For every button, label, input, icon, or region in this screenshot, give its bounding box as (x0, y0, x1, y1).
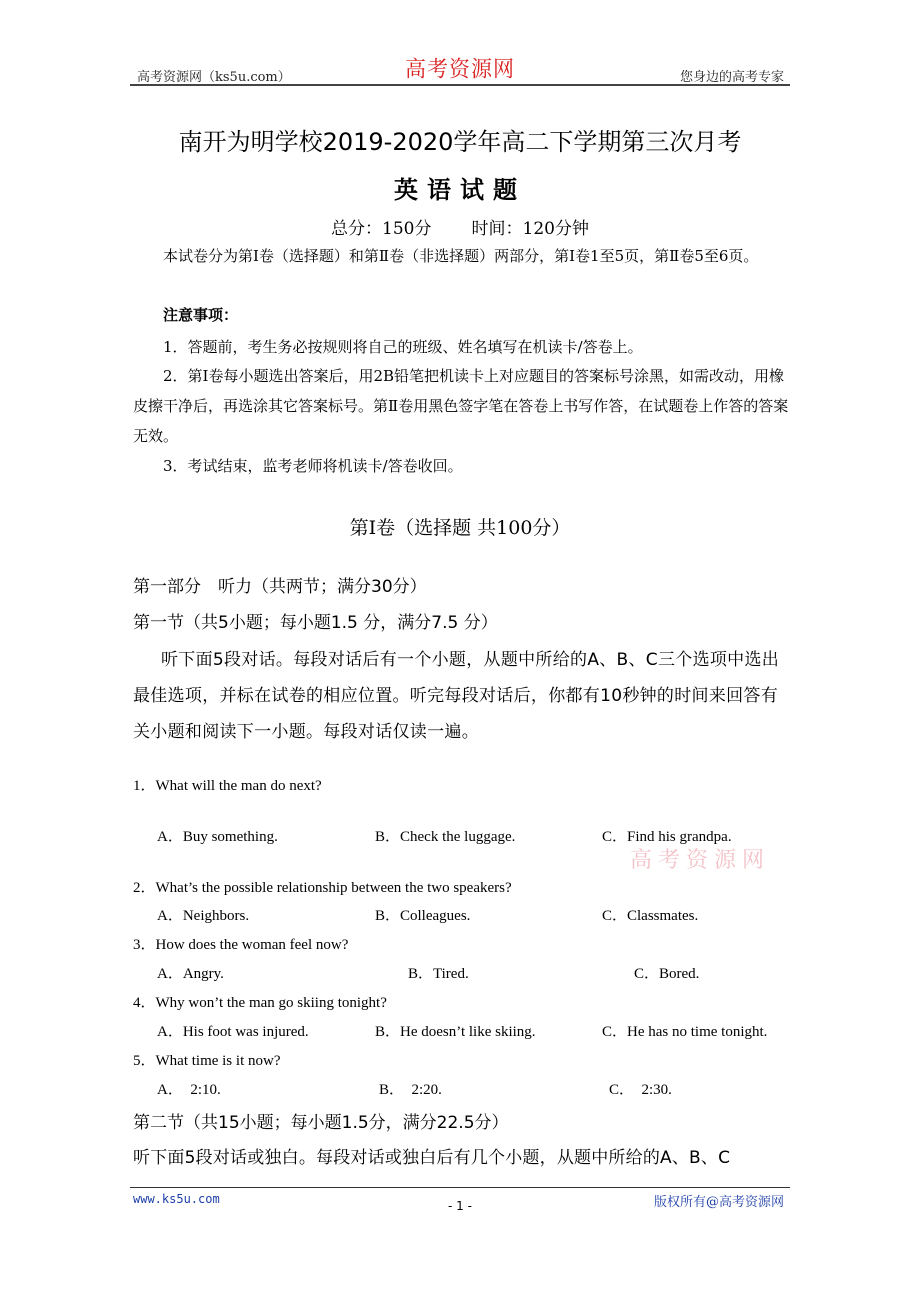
intro-paragraph: 本试卷分为第Ⅰ卷（选择题）和第Ⅱ卷（非选择题）两部分，第Ⅰ卷1至5页，第Ⅱ卷5至6页。 (163, 247, 759, 265)
notice-heading: 注意事项： (163, 306, 239, 324)
section2-instructions: 听下面5段对话或独白。每段对话或独白后有几个小题，从题中所给的A、B、C (133, 1148, 731, 1168)
q4-option-c: C．He has no time tonight. (602, 1024, 768, 1040)
q3-option-b: B．Tired. (408, 966, 469, 982)
exam-time: 时间：120分钟 (471, 219, 589, 239)
footer-copyright: 版权所有@高考资源网 (653, 1195, 784, 1210)
q1-option-a: A．Buy something. (157, 829, 278, 845)
listening-part-heading: 第一部分 听力（共两节；满分30分） (133, 577, 427, 597)
question-1: 1．What will the man do next? (133, 778, 322, 794)
footer-divider (130, 1187, 790, 1188)
total-score: 总分：150分 (331, 219, 432, 239)
q1-option-c: C．Find his grandpa. (602, 829, 732, 845)
section1-heading: 第一节（共5小题；每小题1.5 分，满分7.5 分） (133, 613, 498, 633)
q2-option-a: A．Neighbors. (157, 908, 250, 924)
q5-option-c: C． 2:30. (609, 1082, 672, 1098)
exam-subtitle: 英语试题 (394, 176, 526, 204)
q3-option-c: C．Bored. (634, 966, 700, 982)
question-5: 5．What time is it now? (133, 1053, 281, 1069)
notice-item-1: 1．答题前，考生务必按规则将自己的班级、姓名填写在机读卡/答卷上。 (163, 338, 643, 356)
footer-website-link[interactable]: www.ks5u.com (133, 1192, 220, 1206)
q4-option-a: A．His foot was injured. (157, 1024, 309, 1040)
q3-option-a: A．Angry. (157, 966, 224, 982)
score-time-line (0, 214, 920, 239)
question-4: 4．Why won’t the man go skiing tonight? (133, 995, 387, 1011)
exam-title: 南开为明学校2019-2020学年高二下学期第三次月考 (178, 128, 742, 156)
section1-instructions: 听下面5段对话。每段对话后有一个小题，从题中所给的A、B、C三个选项中选出最佳选项，并标在试卷的相应位置。听完每段对话后，你都有10秒钟的时间来回答有关小题和阅读下一小题。每段对话仅读一遍。 (133, 650, 780, 742)
section2-heading: 第二节（共15小题；每小题1.5分，满分22.5分） (133, 1113, 509, 1133)
header-site-name: 高考资源网（ks5u.com） (137, 70, 291, 85)
q2-option-c: C．Classmates. (602, 908, 699, 924)
notice-item-3: 3．考试结束，监考老师将机读卡/答卷收回。 (163, 457, 463, 475)
q5-option-b: B． 2:20. (379, 1082, 442, 1098)
header-logo: 高考资源网 (405, 56, 515, 82)
q4-option-b: B．He doesn’t like skiing. (375, 1024, 536, 1040)
notice-item-2: 2．第Ⅰ卷每小题选出答案后，用2B铅笔把机读卡上对应题目的答案标号涂黑，如需改动，用橡皮擦干净后，再选涂其它答案标号。第Ⅱ卷用黑色签字笔在答卷上书写作答，在试题卷上作答的答案无效。 (133, 367, 789, 445)
page-number: - 1 - (448, 1199, 472, 1213)
q1-option-b: B．Check the luggage. (375, 829, 516, 845)
q2-option-b: B．Colleagues. (375, 908, 471, 924)
header-divider (130, 84, 790, 86)
header-slogan: 您身边的高考专家 (679, 70, 784, 85)
part1-title: 第Ⅰ卷（选择题 共100分） (349, 517, 571, 539)
question-2: 2．What’s the possible relationship between the two speakers? (133, 880, 512, 896)
q5-option-a: A． 2:10. (157, 1082, 221, 1098)
watermark: 高考资源网 (630, 848, 771, 873)
question-3: 3．How does the woman feel now? (133, 937, 349, 953)
